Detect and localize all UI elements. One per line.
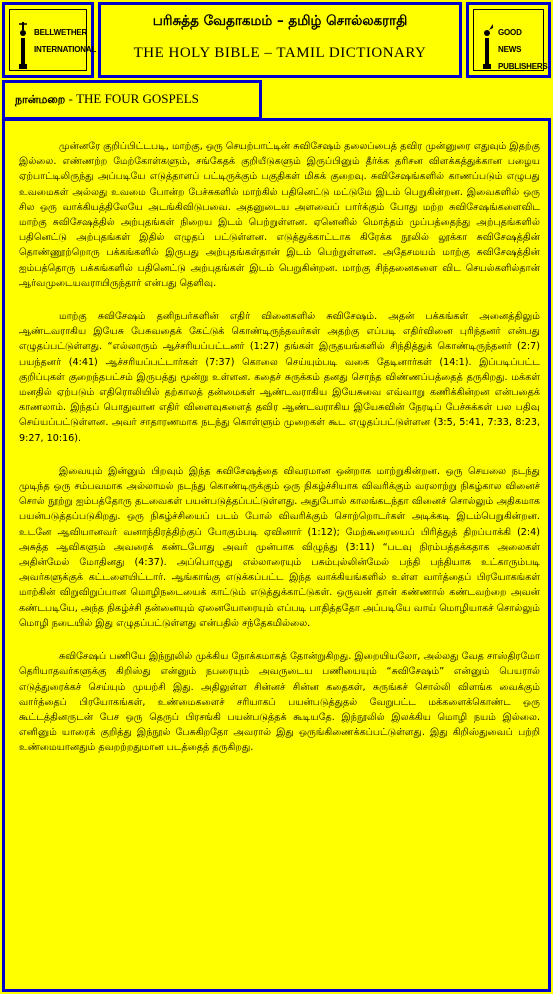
logo-right-line-1: GOOD NEWS <box>498 28 522 54</box>
header-title-tamil: பரிசுத்த வேதாகமம் – தமிழ் சொல்லகராதி <box>152 13 408 29</box>
paragraph-1: முன்னரே குறிப்பிட்டபடி, மாற்கு, ஒரு செயற்பாட்டின் சுவிசேஷம் தலைப்பைத் தவிர முன்னுரை எதுவும் இதற்கு இல்லை. எண்ணற்ற மேற்கோள்களும், சங்கேதக் குறியீடுகளும் இருப்பினும் தீர்க்க தரிசன விளக்கத்துக்கான பழைய ஏற்பாட்டிலிருந்து அப்படியே எடுத்தாளப் பட்டிருக்கும் பகுதிகள் மிகக் குறைவு. சுவிசேஷங்களில் காணப்படும் எழுபது உவமைகள் அல்லது உவமை போன்ற பேச்சுகளில் மாற்கில் பதினெட்டு மட்டுமே இடம் பெறுகின்றன. இவைகளில் ஒரு சில ஒரு வாக்கியத்திலேயே அடங்கிவிடுபவை. அதனுடைய அளவைப் பார்க்கும் போது மற்ற சுவிசேஷங்களைவிட மாற்கு சுவிசேஷத்தில் அற்புதங்கள் நிறைய இடம் பெற்றுள்ளன. ஏனெனில் மொத்தம் முப்பத்தைந்து அற்புதங்களில் பதினெட்டு அற்புதங்கள் இதில் எழுதப் பட்டுள்ளன. எடுத்துக்காட்டாக கிரேக்க நூலில் லூக்கா சுவிசேஷத்தின் தொண்ணூற்றொரு பக்கங்களில் இருபது அற்புதங்கள்தான் இடம் பெற்றுள்ளன. அதேசமயம் மாற்கு சுவிசேஷத்தின் ஐம்பத்தொரு பக்கங்களில் பதினெட்டு அற்புதங்கள் இடம் பெறுகின்றன. மாற்கு சிந்தனைகளை விட செயல்களில்தான் ஆர்வமுடையவராயிருந்தார் என்பது தெளிவு. <box>19 141 540 289</box>
header-title-english: THE HOLY BIBLE – TAMIL DICTIONARY <box>133 45 427 61</box>
good-news-logo <box>466 2 551 78</box>
page-header <box>98 2 462 78</box>
paragraph-3: இவையும் இன்னும் பிறவும் இந்த சுவிசேஷத்தை விவரமான ஒன்றாக மாற்றுகின்றன. ஒரு செயலை நடந்து முடிந்த ஒரு சம்பவமாக அல்லாமல் நடந்து கொண்டிருக்கும் ஒரு நிகழ்ச்சியாக விவரிக்கும் வரலாற்று நிகழ்கால வினைச் சொல் நூற்று ஐம்பத்தோரு தடவைகள் பயன்படுத்தப்பட்டுள்ளது. அதுபோல் காலங்கடந்தா வினைச் சொல்லும் அதிகமாக பயன்படுத்தப்படுகிறது. ஒரு நிகழ்ச்சியைப் படம் போல் விவரிக்கும் சொற்றொடர்கள் அடிக்கடி இடம்பெறுகின்றன. உடனே ஆவியானவர் வனாந்திரத்திற்குப் போகும்படி ஏவினார் (1:12); மேற்கூரையைப் பிரித்துத் திறப்பாக்கி (2:4) அசுத்த ஆவிகளும் அவரைக் கண்டபோது அவர் முன்பாக விழுந்து (3:11) “படவு நிரம்பத்தக்கதாக அலைகள் அதின்மேல் மோதினது (4:37). அப்பொழுது எல்லாரையும் பசும்புல்லின்மேல் பந்தி பந்தியாக உட்காரும்படி அவர்களுக்குக் கட்டளையிட்டார். ஆங்காங்கு எடுக்கப்பட்ட இந்த வாக்கியங்களில் உள்ள வார்த்தைப் பிரயோகங்கள் மாற்கின் விறுவிறுப்பான மொழிநடையைக் காட்டும் எடுத்துக்காட்டுகள். ஒருவன் தான் கண்ணால் கண்டவற்றை அவன் கண்டபடியே, அந்த நிகழ்ச்சி தன்னையும் ஏனையோரையும் எப்படி பாதித்ததோ அப்படியே வாய் மொழியாகச் சொல்லும் மொழி நடையில் இது எழுதப்பட்டுள்ளது என்பதில் சந்தேகமில்லை. <box>19 465 540 629</box>
logo-left-line-1: BELLWETHER <box>34 28 88 37</box>
logo-right-line-2: PUBLISHERS <box>498 62 548 71</box>
section-title-tamil: நான்மறை <box>15 93 66 106</box>
section-heading-box <box>2 80 262 120</box>
article-body <box>2 118 551 992</box>
herald-figure-icon <box>480 20 494 70</box>
section-title-english: - THE FOUR GOSPELS <box>68 91 199 106</box>
statue-figure-icon <box>16 20 30 70</box>
paragraph-2: மாற்கு சுவிசேஷம் தனிநபர்களின் எதிர் வினைகளில் சுவிசேஷம். அதன் பக்கங்கள் அனைத்திலும் ஆண்டவராகிய இயேசு பேசுவதைக் கேட்டுக் கொண்டிருந்தவர்கள் அதற்கு எப்படி எதிர்வினை புரிந்தனர் என்பது எழுதப்பட்டுள்ளது. “எல்லாரும் ஆச்சரியப்பட்டனர் (1:27) தங்கள் இருதயங்களில் சிந்தித்துக் கொண்டிருந்தனர் (2:7) பயந்தனர் (4:41) ஆச்சரியப்பட்டார்கள் (7:37) கொலை செய்யும்படி வகை தேடினார்கள் (14:1). இப்படிப்பட்ட குறிப்புகள் குறைந்தபட்சம் இருபத்து மூன்று உள்ளன. கதைச் சுருக்கம் தனது சொந்த விண்ணப்பத்தைத் தருகிறது. மக்கள் மனதில் ஏற்படும் எதிரொலியில் தற்காலத் தன்மைகள் ஆண்டவராகிய இயேசுவை எவ்வாறு கணிக்கின்றன என்பதைக் காணலாம். இந்தப் பொதுவான எதிர் விளைவுகளைத் தவிர ஆண்டவராகிய இயேசுவின் நேரடிப் பேச்சுக்கள் பல பதிவு செய்யப்பட்டுள்ளன. அவர் சாதாரணமாக நடந்து கொள்ளும் முறைகள் கூட எழுதப்பட்டுள்ளன (3:5, 5:41, 7:33, 8:23, 9:27, 10:16). <box>19 311 540 444</box>
logo-left-line-2: INTERNATIONAL <box>34 45 97 54</box>
paragraph-4: சுவிசேஷப் பணியே இந்நூலில் முக்கிய நோக்கமாகத் தோன்றுகிறது. இறையியலோ, அல்லது வேத சாஸ்திரமோ தெரியாதவர்களுக்கு கிறிஸ்து என்னும் நபரையும் அவருடைய பணியையும் “சுவிசேஷம்” என்னும் பெயரால் எடுத்துரைக்கச் செய்யும் முயற்சி இது. அதிலுள்ள சின்னச் சின்ன கதைகள், சுருங்கச் சொல்லி விளங்க வைக்கும் வார்த்தைப் பிரயோகங்கள், உண்மைகளைச் சரியாகப் பயன்படுத்துதல் வேறுபட்ட மக்களைக்கொண்ட ஒரு கூட்டத்தினருடன் பேச ஒரு தெருப் பிரசங்கி பயன்படுத்தக் கூடியதே. இந்நூலில் இலக்கிய மொழி நயம் இல்லை. எனினும் யாரைக் குறித்து இந்நூல் பேசுகிறதோ அவரால் இது ஒருங்கிணைக்கப்பட்டுள்ளது. இது கிறிஸ்துவைப் பற்றி உண்மையானதும் தவறற்றதுமான படத்தைத் தருகிறது. <box>19 651 540 754</box>
bellwether-logo <box>2 2 97 78</box>
section-title <box>15 91 199 108</box>
